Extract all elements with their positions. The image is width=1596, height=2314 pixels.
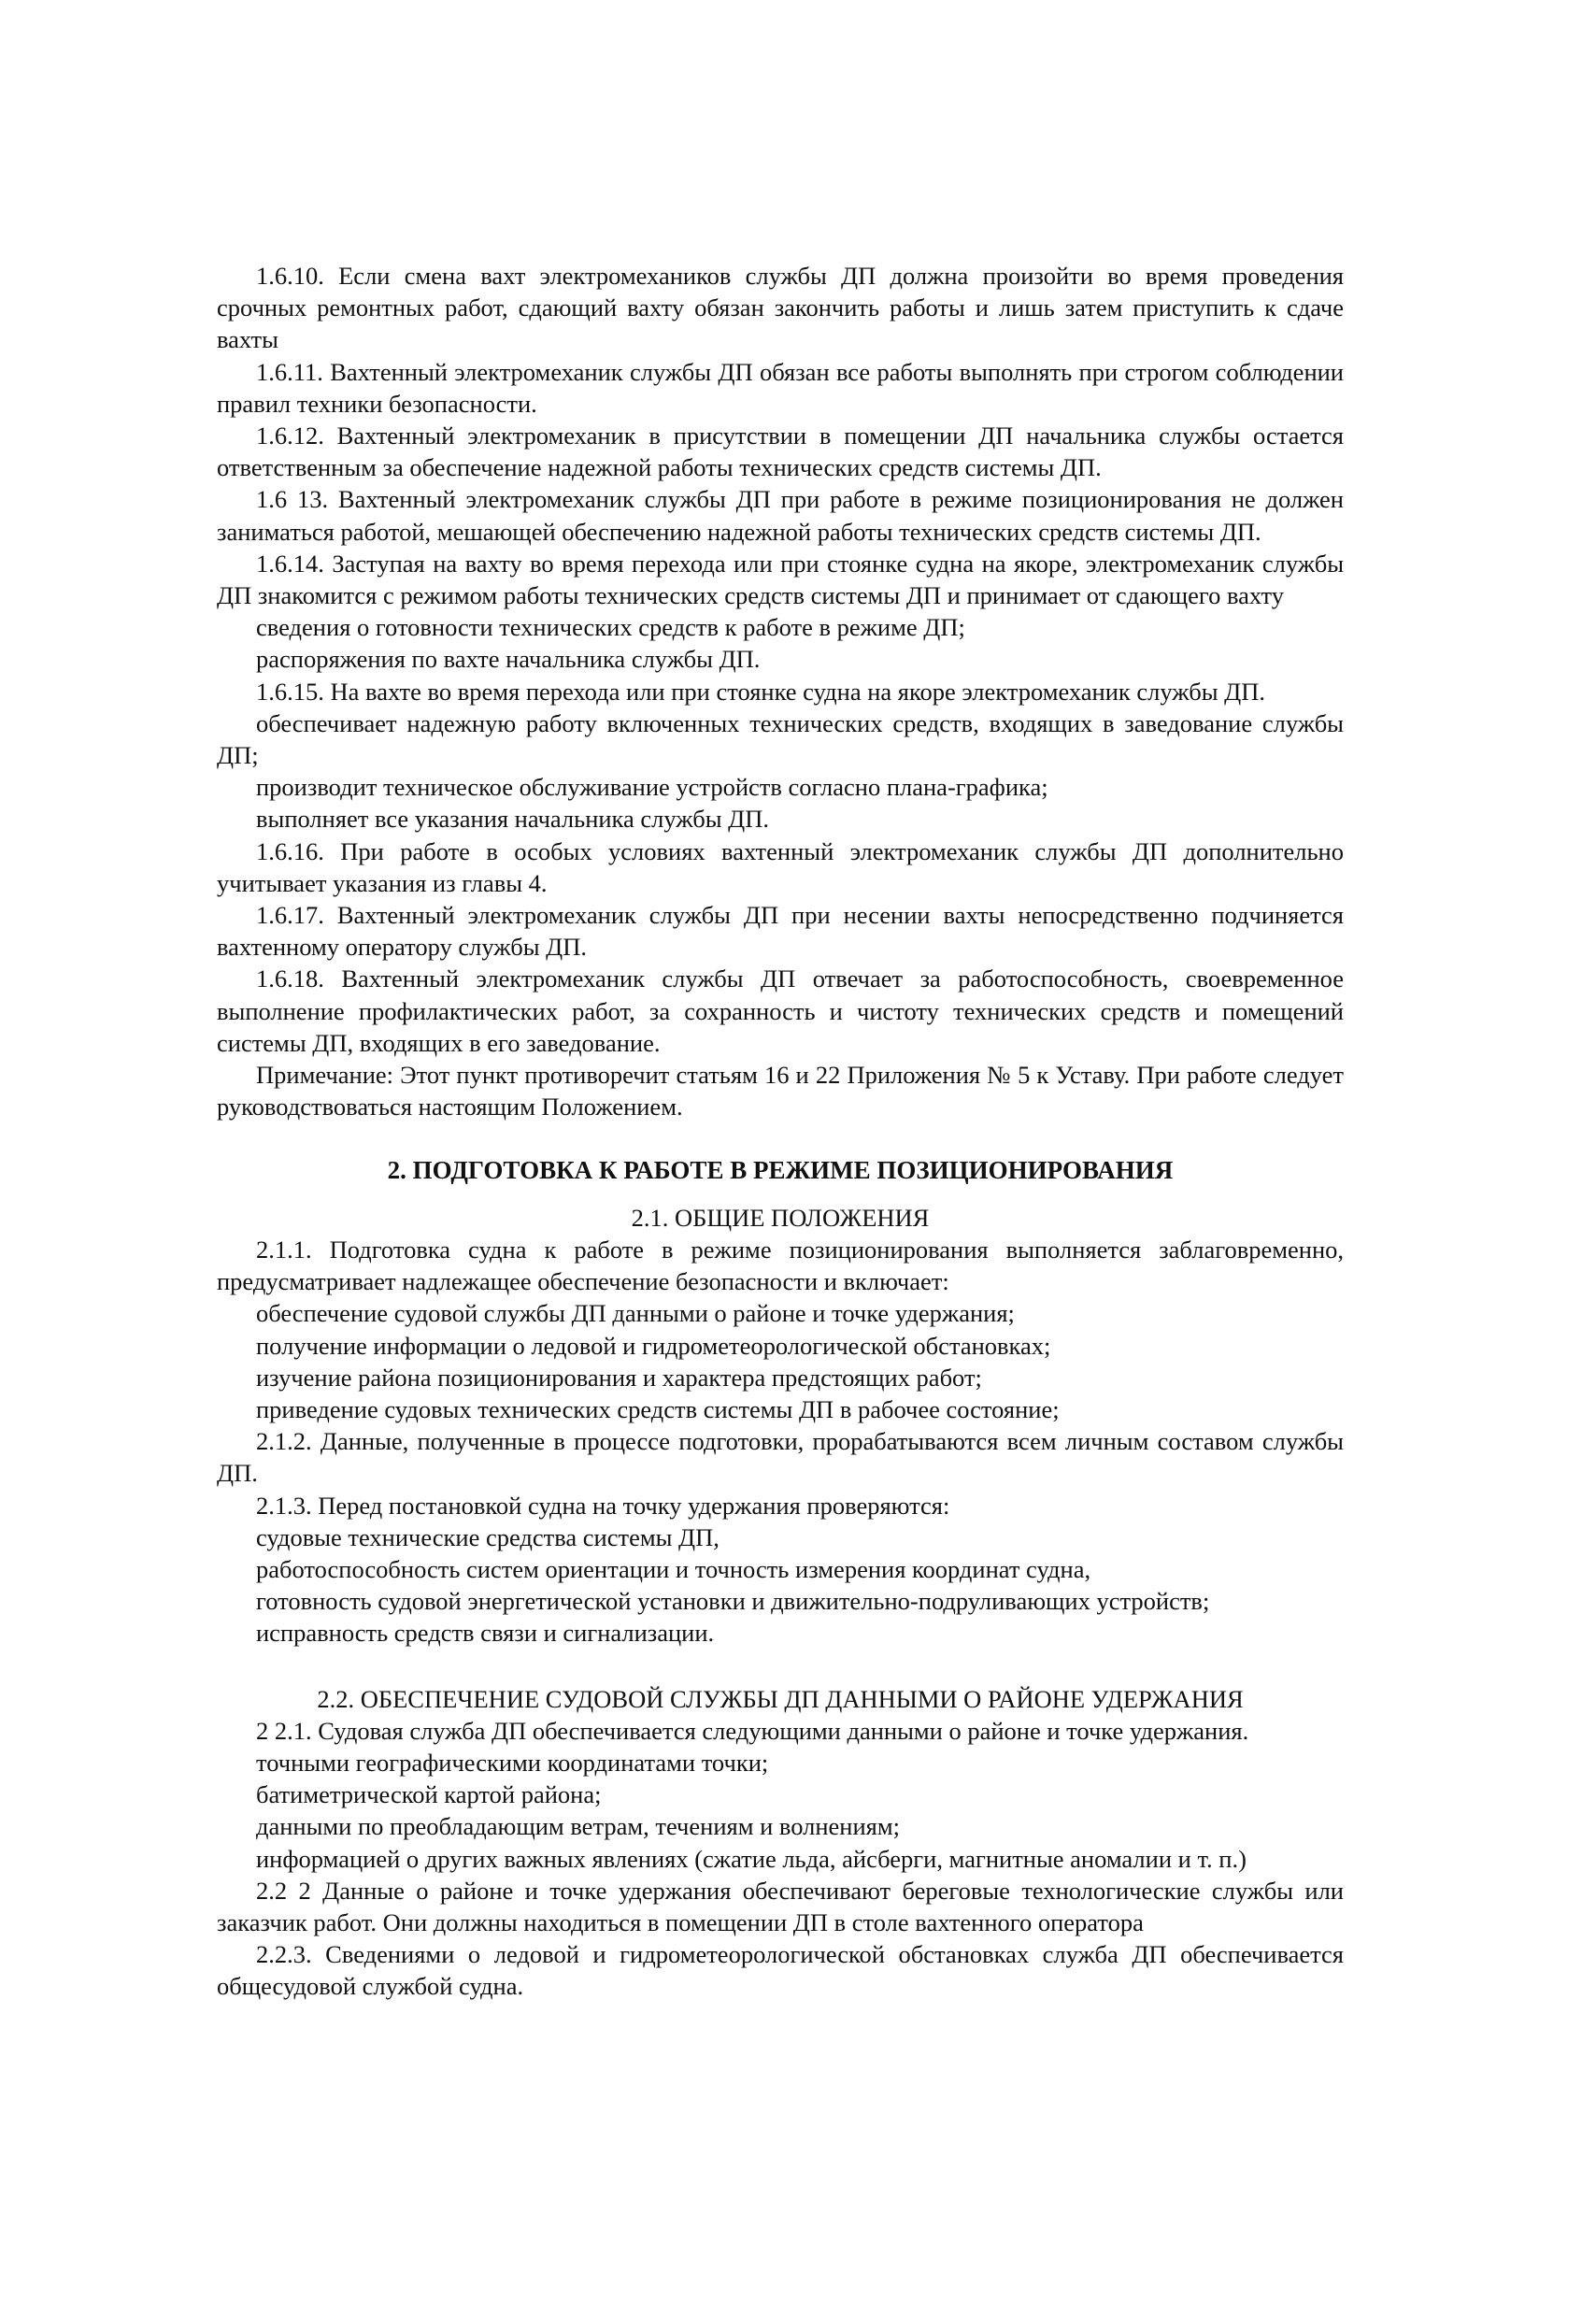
paragraph: 1.6.15. На вахте во время перехода или при стоянке судна на якоре электромеханик службы ДП.: [256, 677, 1266, 706]
paragraph: Примечание: Этот пункт противоречит статьям 16 и 22 Приложения № 5 к Уставу. При работе следует руководствоваться настоящим Положением.: [217, 1061, 1344, 1121]
paragraph: данными по преобладающим ветрам, течениям и волнениям;: [256, 1812, 900, 1841]
subsection-title: 2.2. ОБЕСПЕЧЕНИЕ СУДОВОЙ СЛУЖБЫ ДП ДАННЫМИ О РАЙОНЕ УДЕРЖАНИЯ: [317, 1684, 1244, 1713]
paragraph: работоспособность систем ориентации и точность измерения координат судна,: [256, 1554, 1091, 1583]
paragraph: сведения о готовности технических средств к работе в режиме ДП;: [256, 613, 965, 642]
paragraph: 1.6.17. Вахтенный электромеханик службы ДП при несении вахты непосредственно подчиняется вахтенному оператору службы ДП.: [217, 901, 1344, 962]
paragraph: 1.6.11. Вахтенный электромеханик службы ДП обязан все работы выполнять при строгом соблюдении правил техники безопасности.: [217, 357, 1344, 418]
paragraph: батиметрической картой района;: [256, 1780, 602, 1809]
paragraph: 1.6.10. Если смена вахт электромехаников службы ДП должна произойти во время проведения срочных ремонтных работ, сдающий вахту обязан закончить работы и лишь затем приступить к сдаче вахты: [217, 262, 1344, 354]
paragraph: изучение района позиционирования и характера предстоящих работ;: [256, 1363, 982, 1392]
paragraph: 2.1.2. Данные, полученные в процессе подготовки, прорабатываются всем личным составом службы ДП.: [217, 1427, 1344, 1488]
paragraph: 2.1.1. Подготовка судна к работе в режиме позиционирования выполняется заблаговременно, предусматривает надлежащее обеспечение безопасности и включает:: [217, 1235, 1344, 1296]
paragraph: обеспечивает надежную работу включенных технических средств, входящих в заведование службы ДП;: [217, 708, 1344, 770]
paragraph-group-3: [217, 1715, 1344, 2003]
paragraph: исправность средств связи и сигнализации.: [256, 1619, 715, 1648]
paragraph: точными географическими координатами точки;: [256, 1748, 769, 1777]
paragraph-group-2: [217, 1234, 1344, 1650]
section-title: 2. ПОДГОТОВКА К РАБОТЕ В РЕЖИМЕ ПОЗИЦИОНИРОВАНИЯ: [387, 1156, 1174, 1185]
paragraph: судовые технические средства системы ДП,: [256, 1522, 720, 1551]
paragraph: 1.6.16. При работе в особых условиях вахтенный электромеханик службы ДП дополнительно учитывает указания из главы 4.: [217, 836, 1344, 897]
paragraph: приведение судовых технических средств системы ДП в рабочее состояние;: [256, 1394, 1060, 1423]
paragraph: выполняет все указания начальника службы ДП.: [256, 805, 770, 834]
paragraph-group-1: [217, 260, 1344, 1122]
paragraph: 1.6.14. Заступая на вахту во время перехода или при стоянке судна на якоре, электромеханик службы ДП знакомится с режимом работы технических средств системы ДП и принимает от сдающего вахту: [217, 549, 1344, 610]
subsection-title: 2.1. ОБЩИЕ ПОЛОЖЕНИЯ: [631, 1203, 930, 1232]
paragraph: обеспечение судовой службы ДП данными о районе и точке удержания;: [256, 1299, 1015, 1328]
paragraph: распоряжения по вахте начальника службы ДП.: [256, 645, 761, 674]
paragraph: 2 2.1. Судовая служба ДП обеспечивается следующими данными о районе и точке удержания.: [256, 1716, 1249, 1745]
paragraph: 1.6.18. Вахтенный электромеханик службы ДП отвечает за работоспособность, своевременное выполнение профилактических работ, за сохранность и чистоту технических средств и помещений системы ДП, входящих в его заведование.: [217, 964, 1344, 1057]
document-page: [217, 260, 1344, 2003]
paragraph: 1.6 13. Вахтенный электромеханик службы ДП при работе в режиме позиционирования не должен заниматься работой, мешающей обеспечению надежной работы технических средств системы ДП.: [217, 485, 1344, 546]
paragraph: 1.6.12. Вахтенный электромеханик в присутствии в помещении ДП начальника службы остается ответственным за обеспечение надежной работы технических средств системы ДП.: [217, 421, 1344, 482]
paragraph: 2.1.3. Перед постановкой судна на точку удержания проверяются:: [256, 1491, 950, 1520]
paragraph: информацией о других важных явлениях (сжатие льда, айсберги, магнитные аномалии и т. п.): [256, 1844, 1247, 1873]
paragraph: производит техническое обслуживание устройств согласно плана-графика;: [256, 773, 1048, 802]
paragraph: 2.2.3. Сведениями о ледовой и гидрометеорологической обстановках служба ДП обеспечивается общесудовой службой судна.: [217, 1940, 1344, 2001]
paragraph: готовность судовой энергетической установки и движительно-подруливающих устройств;: [256, 1587, 1210, 1616]
paragraph: 2.2 2 Данные о районе и точке удержания обеспечивают береговые технологические службы или заказчик работ. Они должны находиться в помещении ДП в столе вахтенного оператора: [217, 1876, 1344, 1936]
paragraph: получение информации о ледовой и гидрометеорологической обстановках;: [256, 1331, 1051, 1360]
